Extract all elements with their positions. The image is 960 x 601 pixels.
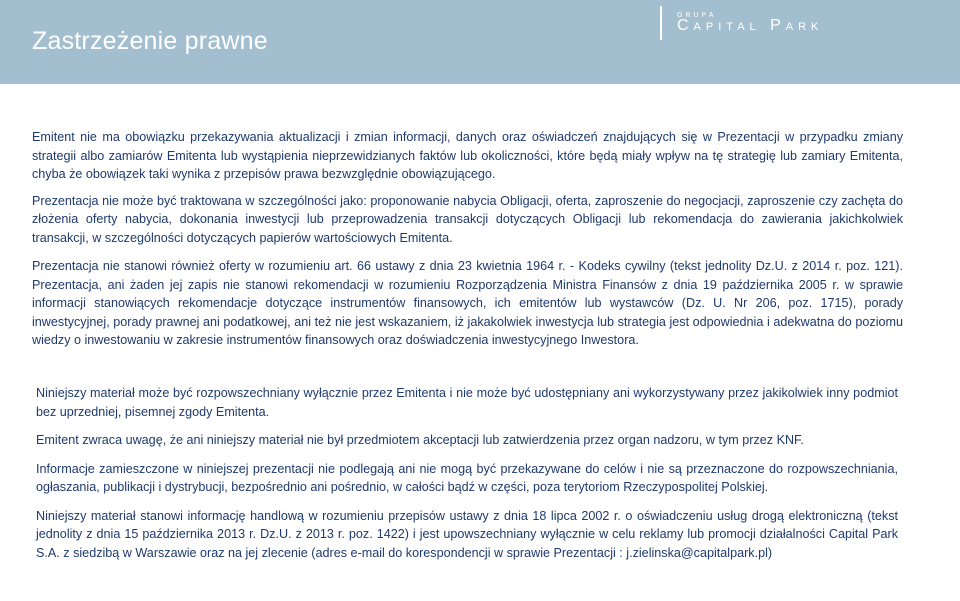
disclaimer-body-top — [32, 128, 903, 350]
logo-name-text: Capital Park — [677, 17, 824, 34]
paragraph-1: Emitent nie ma obowiązku przekazywania aktualizacji i zmian informacji, danych oraz oświadczeń znajdujących się w Prezentacji w przypadku zmiany strategii albo zamiarów Emitenta lub wystąpienia nieprzewidzianych faktów lub okoliczności, które będą miały wpływ na tę strategię lub zamiary Emitenta, chyba że obowiązek taki wynika z przepisów prawa bezwzględnie obowiązującego. — [32, 130, 903, 181]
header-banner — [0, 0, 960, 84]
disclaimer-body-bottom — [36, 384, 898, 562]
paragraph-6: Informacje zamieszczone w niniejszej prezentacji nie podlegają ani nie mogą być przekazywane do celów i nie są przeznaczone do rozpowszechniania, ogłaszania, publikacji i dystrybucji, bezpośrednio ani pośrednio, w całości bądź w części, poza terytoriom Rzeczypospolitej Polskiej. — [36, 461, 898, 494]
paragraph-5: Emitent zwraca uwagę, że ani niniejszy materiał nie był przedmiotem akceptacji lub zatwierdzenia przez organ nadzoru, w tym przez KNF. — [36, 433, 804, 447]
paragraph-4: Niniejszy materiał może być rozpowszechniany wyłącznie przez Emitenta i nie może być udostępniany ani wykorzystywany przez jakikolwiek inny podmiot bez uprzedniej, pisemnej zgody Emitenta. — [36, 386, 898, 419]
paragraph-2: Prezentacja nie może być traktowana w szczególności jako: proponowanie nabycia Obligacji, oferta, zaproszenie do negocjacji, zaproszenie czy zachęta do złożenia oferty nabycia, dokonania inwestycji lub przeprowadzenia transakcji dotyczących Obligacji lub rekomendacja do zawierania jakichkolwiek transakcji, w szczególności dotyczących papierów wartościowych Emitenta. — [32, 193, 903, 245]
capital-park-logo — [660, 6, 950, 40]
paragraph-3: Prezentacja nie stanowi również oferty w rozumieniu art. 66 ustawy z dnia 23 kwietnia 1964 r. - Kodeks cywilny (tekst jednolity Dz.U. z 2014 r. poz. 121). Prezentacja, ani żaden jej zapis nie stanowi rekomendacji w rozumieniu Rozporządzenia Ministra Finansów z dnia 19 października 2005 r. w sprawie informacji stanowiących rekomendacje dotyczące instrumentów finansowych, ich emitentów lub wystawców (Dz. U. Nr 206, poz. 1715), porady inwestycyjnej, porady prawnej ani podatkowej, ani też nie jest wskazaniem, iż jakakolwiek inwestycja lub strategia jest odpowiednia i adekwatna do poziomu wiedzy o inwestowaniu w zakresie instrumentów finansowych oraz doświadczenia inwestycyjnego Inwestora. — [32, 259, 903, 347]
logo-grupa-text: GRUPA — [677, 12, 717, 19]
logo-divider — [660, 6, 662, 40]
paragraph-7: Niniejszy materiał stanowi informację handlową w rozumieniu przepisów ustawy z dnia 18 lipca 2002 r. o oświadczeniu usług drogą elektroniczną (tekst jednolity z dnia 15 października 2013 r. Dz.U. z 2013 r. poz. 1422) i jest upowszechniany wyłącznie w celu reklamy lub promocji działalności Capital Park S.A. z siedzibą w Warszawie oraz na jej zlecenie (adres e-mail do korespondencji w sprawie Prezentacji : j.zielinska@capitalpark.pl) — [36, 508, 898, 560]
page-title: Zastrzeżenie prawne — [32, 27, 268, 55]
